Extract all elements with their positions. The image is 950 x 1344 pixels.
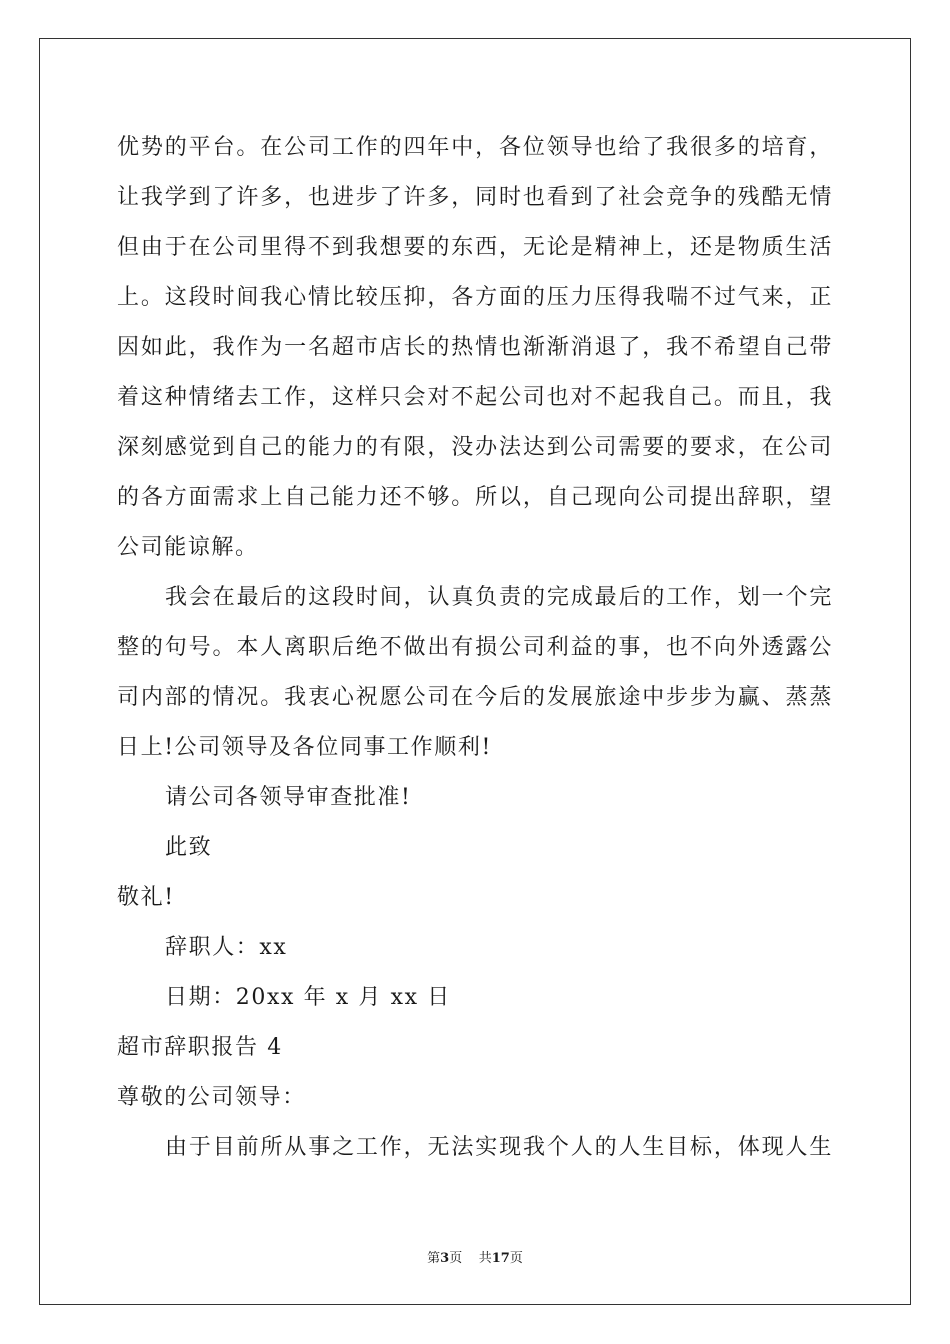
body-line: 司内部的情况。我衷心祝愿公司在今后的发展旅途中步步为赢、蒸蒸 <box>117 685 833 710</box>
page-unit: 页 <box>449 1251 463 1266</box>
closing-regards: 敬礼! <box>117 885 175 910</box>
total-unit: 页 <box>509 1251 523 1266</box>
body-line: 整的句号。本人离职后绝不做出有损公司利益的事，也不向外透露公 <box>117 635 833 660</box>
total-label: 共 <box>478 1251 492 1266</box>
approval-request: 请公司各领导审查批准! <box>165 785 412 810</box>
body-line: 让我学到了许多，也进步了许多，同时也看到了社会竞争的残酷无情 <box>117 185 833 210</box>
body-line: 深刻感觉到自己的能力的有限，没办法达到公司需要的要求，在公司 <box>117 435 833 460</box>
closing-salutation: 此致 <box>165 835 213 860</box>
section-heading: 超市辞职报告 4 <box>117 1035 283 1060</box>
body-line: 上。这段时间我心情比较压抑，各方面的压力压得我喘不过气来，正 <box>117 285 833 310</box>
page-footer <box>0 1247 950 1266</box>
body-line: 由于目前所从事之工作，无法实现我个人的人生目标，体现人生 <box>165 1135 833 1160</box>
page-number: 3 <box>440 1251 450 1266</box>
signatory: 辞职人：xx <box>165 935 288 960</box>
page-border <box>39 38 911 1305</box>
body-line: 着这种情绪去工作，这样只会对不起公司也对不起我自己。而且，我 <box>117 385 833 410</box>
page-label: 第 <box>427 1251 441 1266</box>
body-line: 优势的平台。在公司工作的四年中，各位领导也给了我很多的培育， <box>117 135 833 160</box>
body-line: 的各方面需求上自己能力还不够。所以，自己现向公司提出辞职，望 <box>117 485 833 510</box>
body-line: 但由于在公司里得不到我想要的东西，无论是精神上，还是物质生活 <box>117 235 833 260</box>
date-line: 日期：20xx 年 x 月 xx 日 <box>165 985 451 1010</box>
body-line: 因如此，我作为一名超市店长的热情也渐渐消退了，我不希望自己带 <box>117 335 833 360</box>
body-line: 公司能谅解。 <box>117 535 259 560</box>
body-line: 我会在最后的这段时间，认真负责的完成最后的工作，划一个完 <box>165 585 833 610</box>
greeting: 尊敬的公司领导： <box>117 1085 306 1110</box>
total-pages: 17 <box>491 1251 510 1266</box>
body-line: 日上!公司领导及各位同事工作顺利! <box>117 735 492 760</box>
